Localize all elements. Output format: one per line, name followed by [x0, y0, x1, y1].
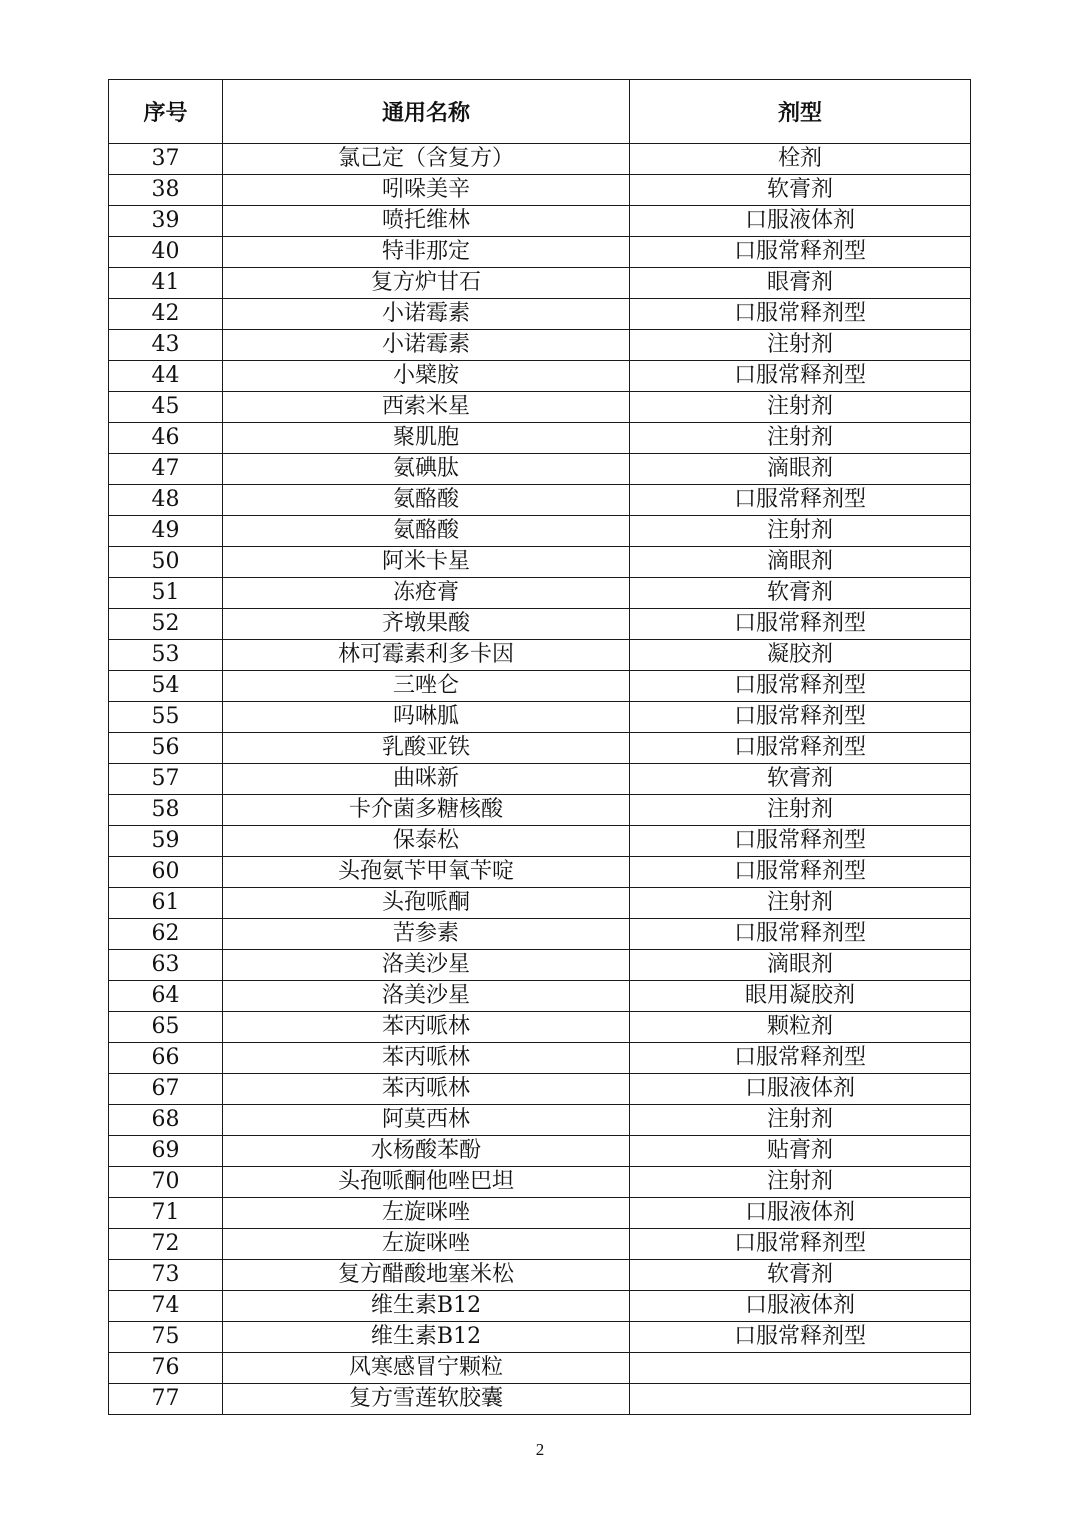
cell-dosage-form: 注射剂: [630, 888, 971, 919]
cell-serial-number: 65: [109, 1012, 223, 1043]
cell-serial-number: 46: [109, 423, 223, 454]
cell-generic-name: 齐墩果酸: [223, 609, 630, 640]
table-row: [109, 609, 971, 640]
cell-serial-number: 39: [109, 206, 223, 237]
table-row: [109, 1260, 971, 1291]
cell-serial-number: 49: [109, 516, 223, 547]
table-row: [109, 1291, 971, 1322]
cell-dosage-form: 注射剂: [630, 795, 971, 826]
cell-serial-number: 60: [109, 857, 223, 888]
cell-dosage-form: 滴眼剂: [630, 454, 971, 485]
cell-generic-name: 苯丙哌林: [223, 1043, 630, 1074]
cell-serial-number: 75: [109, 1322, 223, 1353]
cell-dosage-form: 眼用凝胶剂: [630, 981, 971, 1012]
cell-generic-name: 冻疮膏: [223, 578, 630, 609]
cell-generic-name: 喷托维林: [223, 206, 630, 237]
table-row: [109, 733, 971, 764]
cell-serial-number: 37: [109, 144, 223, 175]
cell-serial-number: 50: [109, 547, 223, 578]
table-row: [109, 237, 971, 268]
table-row: [109, 1322, 971, 1353]
table-row: [109, 423, 971, 454]
cell-generic-name: 氨酪酸: [223, 485, 630, 516]
header-serial-number: 序号: [109, 80, 223, 144]
cell-generic-name: 小诺霉素: [223, 299, 630, 330]
cell-dosage-form: 口服常释剂型: [630, 733, 971, 764]
cell-dosage-form: 口服常释剂型: [630, 237, 971, 268]
table-row: [109, 1074, 971, 1105]
cell-serial-number: 58: [109, 795, 223, 826]
table-row: [109, 144, 971, 175]
cell-serial-number: 73: [109, 1260, 223, 1291]
table-row: [109, 981, 971, 1012]
cell-generic-name: 小诺霉素: [223, 330, 630, 361]
cell-dosage-form: 注射剂: [630, 516, 971, 547]
cell-generic-name: 小檗胺: [223, 361, 630, 392]
table-row: [109, 826, 971, 857]
cell-serial-number: 71: [109, 1198, 223, 1229]
cell-generic-name: 氨碘肽: [223, 454, 630, 485]
cell-serial-number: 48: [109, 485, 223, 516]
table-row: [109, 1353, 971, 1384]
cell-serial-number: 56: [109, 733, 223, 764]
drug-table: [108, 79, 971, 1415]
cell-generic-name: 阿米卡星: [223, 547, 630, 578]
cell-dosage-form: 注射剂: [630, 423, 971, 454]
cell-generic-name: 氯己定（含复方）: [223, 144, 630, 175]
cell-dosage-form: 注射剂: [630, 392, 971, 423]
cell-serial-number: 40: [109, 237, 223, 268]
cell-serial-number: 45: [109, 392, 223, 423]
cell-serial-number: 47: [109, 454, 223, 485]
cell-dosage-form: 口服液体剂: [630, 1198, 971, 1229]
cell-dosage-form: 口服常释剂型: [630, 919, 971, 950]
cell-serial-number: 38: [109, 175, 223, 206]
cell-dosage-form: [630, 1384, 971, 1415]
cell-serial-number: 41: [109, 268, 223, 299]
cell-serial-number: 44: [109, 361, 223, 392]
cell-serial-number: 54: [109, 671, 223, 702]
cell-serial-number: 67: [109, 1074, 223, 1105]
cell-dosage-form: 口服常释剂型: [630, 299, 971, 330]
cell-generic-name: 三唑仑: [223, 671, 630, 702]
cell-serial-number: 69: [109, 1136, 223, 1167]
cell-serial-number: 64: [109, 981, 223, 1012]
table-row: [109, 764, 971, 795]
cell-dosage-form: 口服常释剂型: [630, 702, 971, 733]
table-row: [109, 516, 971, 547]
cell-generic-name: 氨酪酸: [223, 516, 630, 547]
cell-dosage-form: 注射剂: [630, 1167, 971, 1198]
table-row: [109, 888, 971, 919]
cell-serial-number: 43: [109, 330, 223, 361]
header-generic-name: 通用名称: [223, 80, 630, 144]
cell-serial-number: 76: [109, 1353, 223, 1384]
cell-dosage-form: 口服液体剂: [630, 206, 971, 237]
cell-generic-name: 风寒感冒宁颗粒: [223, 1353, 630, 1384]
table-row: [109, 361, 971, 392]
cell-generic-name: 乳酸亚铁: [223, 733, 630, 764]
cell-serial-number: 42: [109, 299, 223, 330]
cell-dosage-form: 口服常释剂型: [630, 1229, 971, 1260]
cell-generic-name: 洛美沙星: [223, 981, 630, 1012]
cell-generic-name: 苦参素: [223, 919, 630, 950]
cell-generic-name: 洛美沙星: [223, 950, 630, 981]
cell-generic-name: 聚肌胞: [223, 423, 630, 454]
cell-generic-name: 左旋咪唑: [223, 1229, 630, 1260]
cell-dosage-form: 口服常释剂型: [630, 826, 971, 857]
table-row: [109, 299, 971, 330]
cell-generic-name: 头孢哌酮: [223, 888, 630, 919]
cell-generic-name: 复方炉甘石: [223, 268, 630, 299]
cell-generic-name: 保泰松: [223, 826, 630, 857]
cell-generic-name: 复方醋酸地塞米松: [223, 1260, 630, 1291]
table-row: [109, 1105, 971, 1136]
cell-dosage-form: 口服液体剂: [630, 1291, 971, 1322]
cell-serial-number: 51: [109, 578, 223, 609]
cell-generic-name: 头孢氨苄甲氧苄啶: [223, 857, 630, 888]
cell-serial-number: 68: [109, 1105, 223, 1136]
cell-serial-number: 74: [109, 1291, 223, 1322]
table-header-row: [109, 80, 971, 144]
cell-serial-number: 77: [109, 1384, 223, 1415]
cell-serial-number: 53: [109, 640, 223, 671]
table-row: [109, 795, 971, 826]
cell-serial-number: 61: [109, 888, 223, 919]
table-row: [109, 702, 971, 733]
table-row: [109, 175, 971, 206]
table-row: [109, 950, 971, 981]
table-row: [109, 1384, 971, 1415]
cell-dosage-form: 凝胶剂: [630, 640, 971, 671]
cell-generic-name: 西索米星: [223, 392, 630, 423]
cell-serial-number: 55: [109, 702, 223, 733]
table-row: [109, 547, 971, 578]
cell-generic-name: 阿莫西林: [223, 1105, 630, 1136]
table-row: [109, 330, 971, 361]
cell-dosage-form: 口服常释剂型: [630, 609, 971, 640]
table-row: [109, 578, 971, 609]
table-row: [109, 1229, 971, 1260]
table-row: [109, 671, 971, 702]
cell-generic-name: 吗啉胍: [223, 702, 630, 733]
cell-dosage-form: 口服常释剂型: [630, 361, 971, 392]
table-row: [109, 485, 971, 516]
cell-serial-number: 57: [109, 764, 223, 795]
cell-generic-name: 曲咪新: [223, 764, 630, 795]
cell-serial-number: 66: [109, 1043, 223, 1074]
cell-dosage-form: 颗粒剂: [630, 1012, 971, 1043]
table-row: [109, 206, 971, 237]
cell-serial-number: 52: [109, 609, 223, 640]
cell-dosage-form: 栓剂: [630, 144, 971, 175]
cell-serial-number: 62: [109, 919, 223, 950]
cell-serial-number: 59: [109, 826, 223, 857]
cell-dosage-form: 口服常释剂型: [630, 1322, 971, 1353]
table-row: [109, 1167, 971, 1198]
table-row: [109, 1043, 971, 1074]
cell-dosage-form: 滴眼剂: [630, 950, 971, 981]
cell-generic-name: 特非那定: [223, 237, 630, 268]
table-body: [109, 144, 971, 1415]
page-number: 2: [535, 1440, 545, 1459]
cell-serial-number: 70: [109, 1167, 223, 1198]
cell-dosage-form: 贴膏剂: [630, 1136, 971, 1167]
table-row: [109, 857, 971, 888]
table-row: [109, 1198, 971, 1229]
cell-generic-name: 维生素B12: [223, 1291, 630, 1322]
cell-generic-name: 苯丙哌林: [223, 1074, 630, 1105]
cell-dosage-form: [630, 1353, 971, 1384]
cell-dosage-form: 口服常释剂型: [630, 857, 971, 888]
table-row: [109, 1136, 971, 1167]
cell-dosage-form: 滴眼剂: [630, 547, 971, 578]
cell-dosage-form: 软膏剂: [630, 175, 971, 206]
cell-serial-number: 63: [109, 950, 223, 981]
cell-dosage-form: 眼膏剂: [630, 268, 971, 299]
cell-serial-number: 72: [109, 1229, 223, 1260]
table-row: [109, 454, 971, 485]
cell-generic-name: 维生素B12: [223, 1322, 630, 1353]
cell-dosage-form: 软膏剂: [630, 764, 971, 795]
table-row: [109, 640, 971, 671]
header-dosage-form: 剂型: [630, 80, 971, 144]
cell-generic-name: 头孢哌酮他唑巴坦: [223, 1167, 630, 1198]
table-row: [109, 919, 971, 950]
table-row: [109, 268, 971, 299]
cell-dosage-form: 软膏剂: [630, 1260, 971, 1291]
cell-dosage-form: 软膏剂: [630, 578, 971, 609]
cell-dosage-form: 注射剂: [630, 330, 971, 361]
cell-generic-name: 林可霉素利多卡因: [223, 640, 630, 671]
cell-generic-name: 吲哚美辛: [223, 175, 630, 206]
cell-generic-name: 苯丙哌林: [223, 1012, 630, 1043]
cell-generic-name: 水杨酸苯酚: [223, 1136, 630, 1167]
cell-generic-name: 左旋咪唑: [223, 1198, 630, 1229]
cell-generic-name: 复方雪莲软胶囊: [223, 1384, 630, 1415]
cell-generic-name: 卡介菌多糖核酸: [223, 795, 630, 826]
table-row: [109, 1012, 971, 1043]
cell-dosage-form: 口服常释剂型: [630, 485, 971, 516]
cell-dosage-form: 注射剂: [630, 1105, 971, 1136]
cell-dosage-form: 口服液体剂: [630, 1074, 971, 1105]
cell-dosage-form: 口服常释剂型: [630, 1043, 971, 1074]
cell-dosage-form: 口服常释剂型: [630, 671, 971, 702]
table-row: [109, 392, 971, 423]
